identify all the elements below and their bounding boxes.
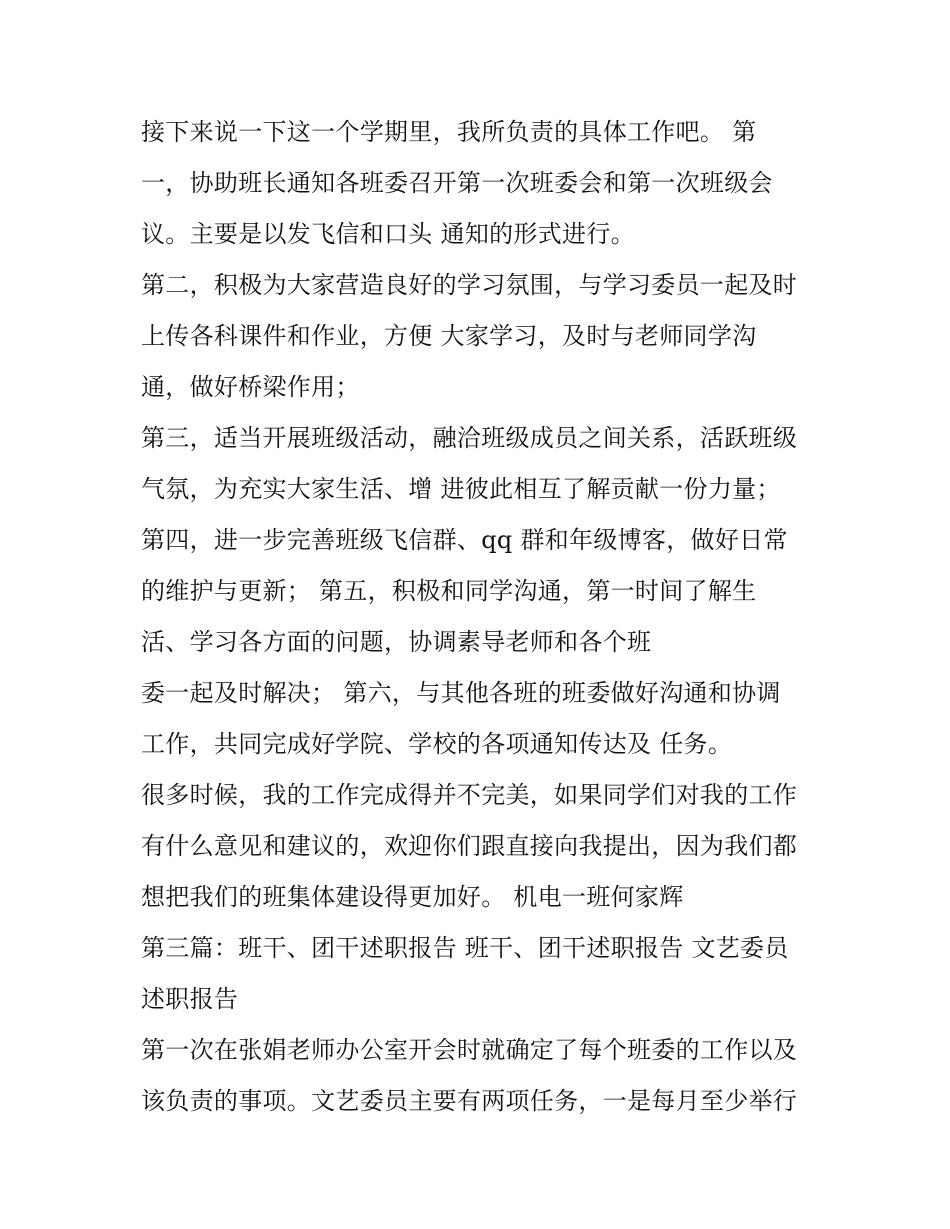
body-text [141, 107, 841, 1127]
text-line: 想把我们的班集体建设得更加好。 机电一班何家辉 [141, 883, 684, 911]
section-heading-line: 第三篇：班干、团干述职报告 班干、团干述职报告 文艺委员 [141, 934, 789, 962]
text-line: 上传各科课件和作业，方便 大家学习，及时与老师同学沟 [141, 322, 757, 350]
text-line: 有什么意见和建议的，欢迎你们跟直接向我提出，因为我们都 [141, 832, 798, 860]
text-line: 第三，适当开展班级活动，融洽班级成员之间关系，活跃班级 [141, 424, 798, 452]
text-line: 第一次在张娟老师办公室开会时就确定了每个班委的工作以及 [141, 1036, 798, 1064]
text-line: 委一起及时解决； 第六，与其他各班的班委做好沟通和协调 [141, 679, 781, 707]
text-line: 通，做好桥梁作用； [141, 373, 360, 401]
text-line: 活、学习各方面的问题，协调素导老师和各个班 [141, 628, 652, 656]
text-line: 第四，进一步完善班级飞信群、qq 群和年级博客，做好日常 [141, 526, 788, 554]
section-heading-line: 述职报告 [141, 985, 239, 1013]
text-line: 第二，积极为大家营造良好的学习氛围，与学习委员一起及时 [141, 271, 798, 299]
text-line: 议。主要是以发飞信和口头 通知的形式进行。 [141, 220, 635, 248]
text-line: 的维护与更新； 第五，积极和同学沟通，第一时间了解生 [141, 577, 757, 605]
text-line: 很多时候，我的工作完成得并不完美，如果同学们对我的工作 [141, 781, 798, 809]
text-line: 气氛，为充实大家生活、增 进彼此相互了解贡献一份力量； [141, 475, 781, 503]
text-line: 该负责的事项。文艺委员主要有两项任务，一是每月至少举行 [141, 1087, 798, 1115]
text-line: 一，协助班长通知各班委召开第一次班委会和第一次班级会 [141, 169, 773, 197]
text-line: 工作，共同完成好学院、学校的各项通知传达及 任务。 [141, 730, 733, 758]
text-line: 接下来说一下这一个学期里，我所负责的具体工作吧。 第 [141, 118, 757, 146]
